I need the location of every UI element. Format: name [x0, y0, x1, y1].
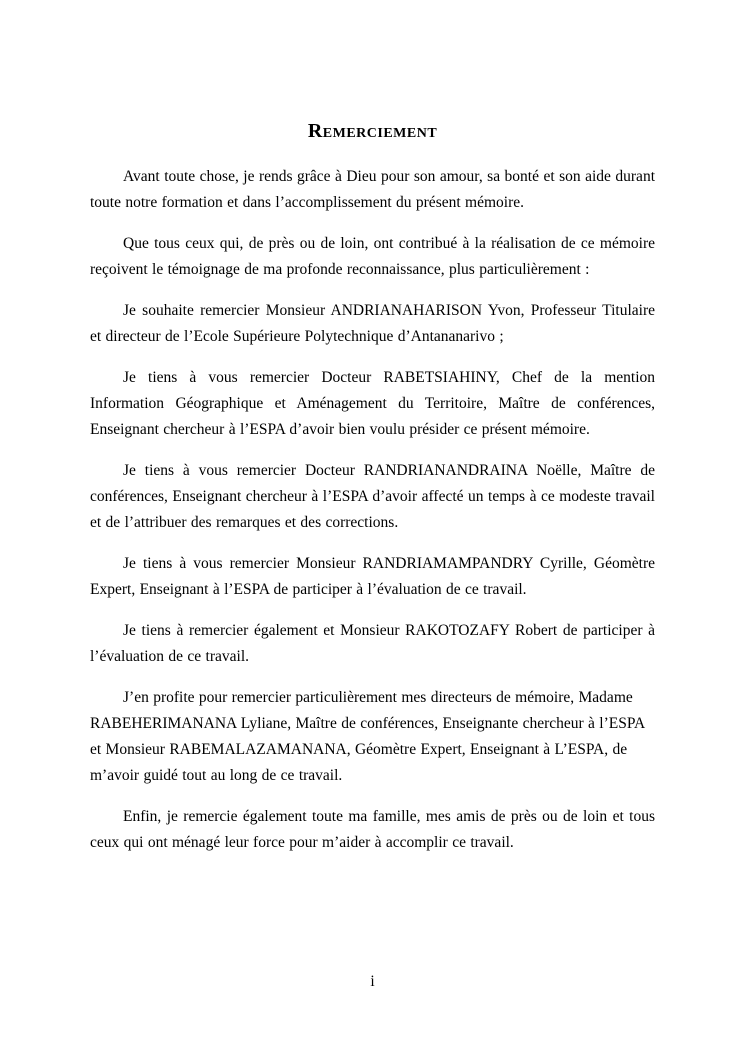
paragraph: Je tiens à vous remercier Docteur RABETSIAHINY, Chef de la mention Information Géographique et Aménagement du Territoire, Maître de conférences, Enseignant chercheur à l’ESPA d’avoir bien voulu présider ce présent mémoire. [90, 369, 655, 438]
paragraph: Je tiens à vous remercier Docteur RANDRIANANDRAINA Noëlle, Maître de conférences, Enseignant chercheur à l’ESPA d’avoir affecté un temps à ce modeste travail et de l’attribuer des remarques et des corrections. [90, 462, 655, 531]
paragraph: Je tiens à vous remercier Monsieur RANDRIAMAMPANDRY Cyrille, Géomètre Expert, Enseignant à l’ESPA de participer à l’évaluation de ce travail. [90, 555, 655, 598]
paragraph: J’en profite pour remercier particulièrement mes directeurs de mémoire, Madame RABEHERIMANANA Lyliane, Maître de conférences, Enseignante chercheur à l’ESPA et Monsieur RABEMALAZAMANANA, Géomètre Expert, Enseignant à L’ESPA, de m’avoir guidé tout au long de ce travail. [90, 689, 645, 784]
page-number: i [370, 973, 375, 990]
paragraph: Je tiens à remercier également et Monsieur RAKOTOZAFY Robert de participer à l’évaluation de ce travail. [90, 622, 655, 665]
paragraph: Avant toute chose, je rends grâce à Dieu pour son amour, sa bonté et son aide durant toute notre formation et dans l’accomplissement du présent mémoire. [90, 168, 655, 211]
paragraph: Que tous ceux qui, de près ou de loin, ont contribué à la réalisation de ce mémoire reçoivent le témoignage de ma profonde reconnaissance, plus particulièrement : [90, 235, 655, 278]
page-title: Remerciement [307, 120, 438, 142]
paragraph: Je souhaite remercier Monsieur ANDRIANAHARISON Yvon, Professeur Titulaire et directeur de l’Ecole Supérieure Polytechnique d’Antananarivo ; [90, 302, 655, 345]
paragraph: Enfin, je remercie également toute ma famille, mes amis de près ou de loin et tous ceux qui ont ménagé leur force pour m’aider à accomplir ce travail. [90, 808, 655, 851]
